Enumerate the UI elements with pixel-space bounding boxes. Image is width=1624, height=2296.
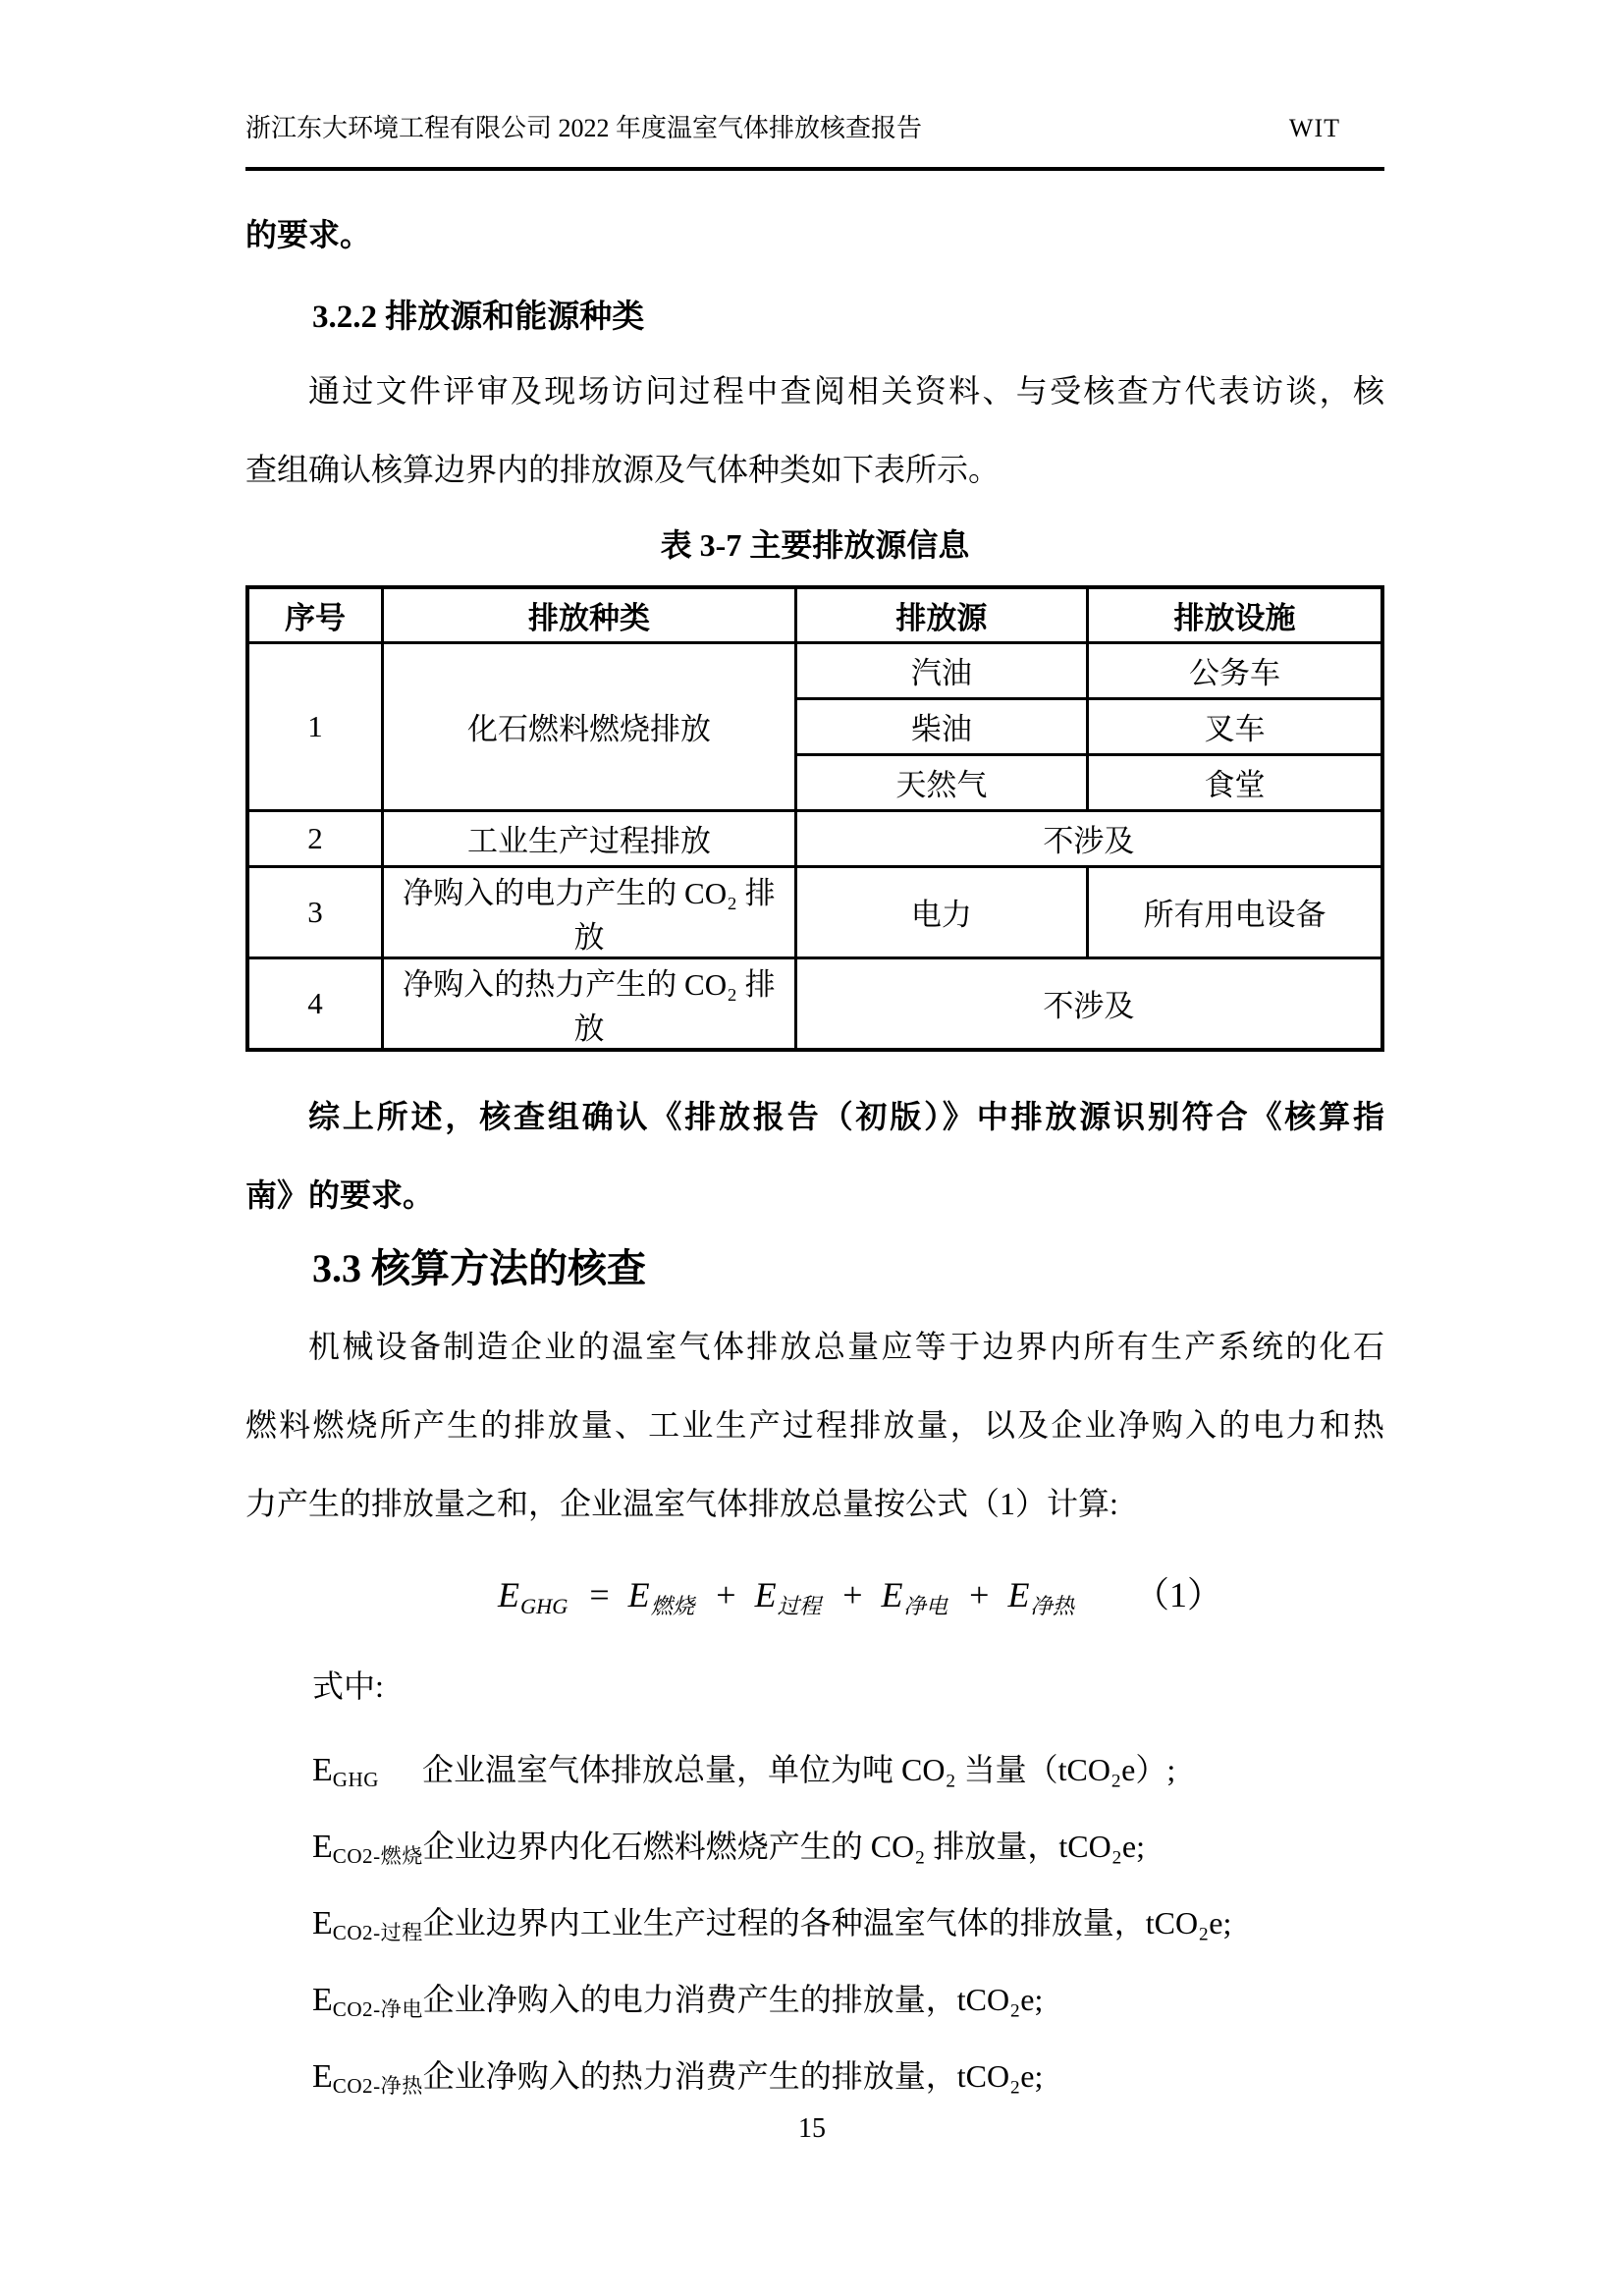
- table-row: [247, 957, 1382, 1050]
- definition-item: [245, 2038, 1384, 2114]
- paragraph-line: 南》的要求。: [245, 1176, 435, 1213]
- formula-subscript: 净电: [903, 1594, 948, 1619]
- cell-no: 1: [247, 642, 383, 810]
- column-header-emission-type: 排放种类: [383, 587, 796, 642]
- formula-symbol: E: [1007, 1574, 1030, 1614]
- equals-sign: =: [589, 1574, 610, 1614]
- column-header-emission-source: 排放源: [795, 587, 1087, 642]
- formula-symbol: E: [627, 1574, 650, 1614]
- cell-emission-source: 天然气: [795, 754, 1087, 810]
- header-org-mark: WIT: [1288, 114, 1340, 142]
- plus-sign: +: [716, 1574, 736, 1614]
- page-number: 15: [798, 2113, 826, 2144]
- paragraph-line: 通过文件评审及现场访问过程中查阅相关资料、与受核查方代表访谈，核: [308, 373, 1384, 409]
- formula-symbol: E: [754, 1574, 777, 1614]
- table-row: [247, 810, 1382, 866]
- table-3-7-title: 表 3-7 主要排放源信息: [660, 527, 970, 563]
- definition-description: 企业温室气体排放总量，单位为吨 CO₂ 当量（tCO₂e）;: [422, 1751, 1176, 1787]
- cell-not-involved: 不涉及: [795, 957, 1382, 1050]
- definition-item: [245, 1731, 1384, 1808]
- definition-item: [245, 1885, 1384, 1961]
- definitions-intro: 式中:: [312, 1667, 384, 1704]
- page-header: [245, 0, 1384, 171]
- definition-description: 企业边界内化石燃料燃烧产生的 CO₂ 排放量，tCO₂e;: [422, 1828, 1145, 1864]
- cell-emission-source: 汽油: [795, 642, 1087, 698]
- paragraph-summary: [245, 1077, 1384, 1234]
- cell-emission-source: 柴油: [795, 698, 1087, 754]
- paragraph-emission-sources: [245, 352, 1384, 509]
- definition-symbol: ECO2-净电: [312, 1981, 423, 2021]
- formula-subscript: GHG: [520, 1594, 568, 1619]
- definitions-list: [245, 1731, 1384, 2114]
- formula-1: [245, 1564, 1384, 1625]
- definition-description: 企业净购入的热力消费产生的排放量，tCO₂e;: [422, 2057, 1044, 2094]
- paragraph-line: 力产生的排放量之和，企业温室气体排放总量按公式（1）计算:: [245, 1485, 1118, 1521]
- definition-symbol: EGHG: [312, 1751, 379, 1791]
- plus-sign: +: [842, 1574, 863, 1614]
- formula-subscript: 燃烧: [650, 1594, 695, 1619]
- cell-no: 4: [247, 957, 383, 1050]
- cell-no: 2: [247, 810, 383, 866]
- paragraph-line: 查组确认核算边界内的排放源及气体种类如下表所示。: [245, 452, 1001, 487]
- column-header-emission-facility: 排放设施: [1087, 587, 1382, 642]
- header-report-title: 浙江东大环境工程有限公司 2022 年度温室气体排放核查报告: [245, 114, 923, 142]
- paragraph-continued-from-previous-page: 的要求。: [245, 217, 372, 252]
- column-header-no: 序号: [247, 587, 383, 642]
- formula-symbol: E: [881, 1574, 903, 1614]
- plus-sign: +: [969, 1574, 990, 1614]
- cell-emission-type: 工业生产过程排放: [383, 810, 796, 866]
- paragraph-line: 燃料燃烧所产生的排放量、工业生产过程排放量，以及企业净购入的电力和热: [245, 1406, 1384, 1443]
- cell-not-involved: 不涉及: [795, 810, 1382, 866]
- cell-emission-type: 净购入的热力产生的 CO₂ 排放: [383, 957, 796, 1050]
- formula-subscript: 净热: [1030, 1594, 1075, 1619]
- heading-3-3: 3.3 核算方法的核查: [312, 1245, 646, 1290]
- formula-expression: [498, 1564, 1077, 1638]
- cell-emission-type: 化石燃料燃烧排放: [383, 642, 796, 810]
- table-row: [247, 866, 1382, 957]
- definition-symbol: ECO2-燃烧: [312, 1828, 423, 1868]
- definition-symbol: ECO2-净热: [312, 2057, 423, 2098]
- heading-3-2-2: 3.2.2 排放源和能源种类: [312, 300, 645, 335]
- cell-no: 3: [247, 866, 383, 957]
- definition-description: 企业净购入的电力消费产生的排放量，tCO₂e;: [422, 1981, 1044, 2017]
- paragraph-line: 机械设备制造企业的温室气体排放总量应等于边界内所有生产系统的化石: [308, 1328, 1384, 1364]
- cell-emission-facility: 叉车: [1087, 698, 1382, 754]
- paragraph-line: 综上所述，核查组确认《排放报告（初版）》中排放源识别符合《核算指: [308, 1098, 1384, 1134]
- formula-subscript: 过程: [777, 1594, 822, 1619]
- definition-item: [245, 1808, 1384, 1885]
- cell-emission-type: 净购入的电力产生的 CO₂ 排放: [383, 866, 796, 957]
- definition-item: [245, 1961, 1384, 2038]
- definition-description: 企业边界内工业生产过程的各种温室气体的排放量，tCO₂e;: [422, 1904, 1232, 1941]
- cell-emission-facility: 所有用电设备: [1087, 866, 1382, 957]
- table-row: [247, 642, 1382, 698]
- cell-emission-source: 电力: [795, 866, 1087, 957]
- cell-emission-facility: 公务车: [1087, 642, 1382, 698]
- table-header-row: [247, 587, 1382, 642]
- formula-number: （1）: [1134, 1574, 1223, 1614]
- page-content: [245, 216, 1384, 2114]
- formula-symbol: E: [498, 1574, 519, 1614]
- paragraph-accounting-method: [245, 1307, 1384, 1543]
- cell-emission-facility: 食堂: [1087, 754, 1382, 810]
- definition-symbol: ECO2-过程: [312, 1904, 423, 1944]
- emission-sources-table: [245, 585, 1384, 1052]
